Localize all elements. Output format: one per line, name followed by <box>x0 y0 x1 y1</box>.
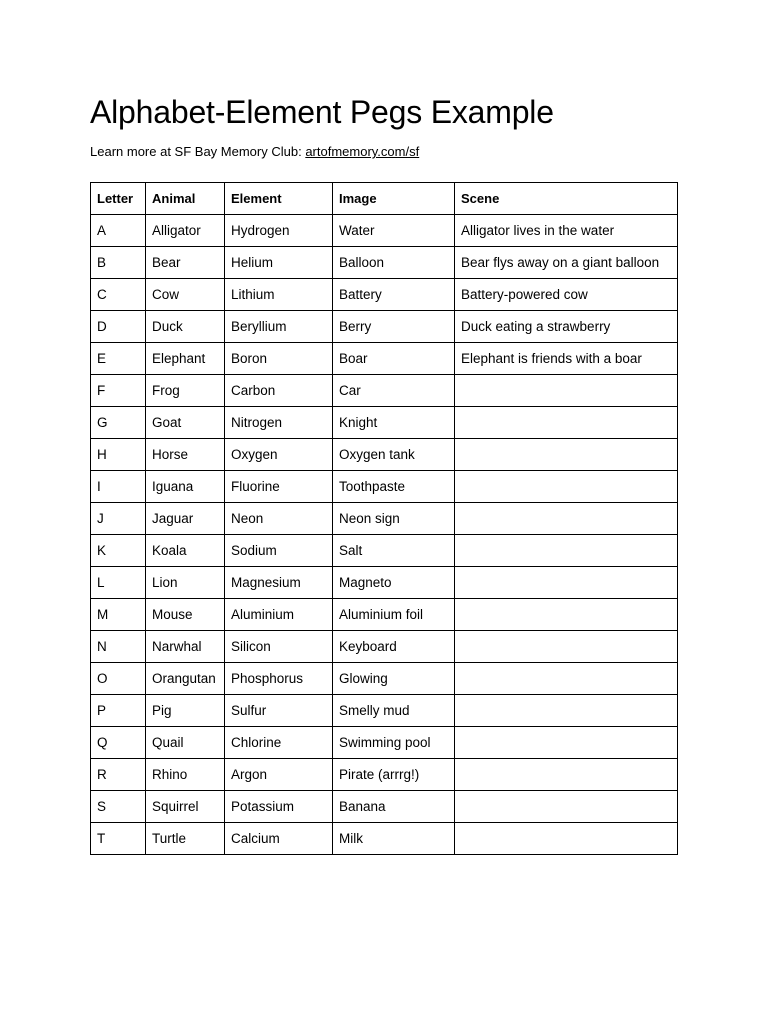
cell-image: Pirate (arrrg!) <box>333 759 455 791</box>
table-row <box>91 279 678 311</box>
cell-image: Milk <box>333 823 455 855</box>
cell-scene <box>455 631 678 663</box>
cell-scene <box>455 407 678 439</box>
cell-letter: G <box>91 407 146 439</box>
table-header-row <box>91 183 678 215</box>
cell-scene <box>455 695 678 727</box>
cell-animal: Goat <box>146 407 225 439</box>
cell-image: Water <box>333 215 455 247</box>
cell-animal: Pig <box>146 695 225 727</box>
cell-animal: Alligator <box>146 215 225 247</box>
header-letter: Letter <box>91 183 146 215</box>
cell-scene <box>455 503 678 535</box>
cell-image: Salt <box>333 535 455 567</box>
cell-image: Keyboard <box>333 631 455 663</box>
cell-letter: N <box>91 631 146 663</box>
cell-scene <box>455 663 678 695</box>
cell-scene: Elephant is friends with a boar <box>455 343 678 375</box>
cell-element: Argon <box>225 759 333 791</box>
cell-scene <box>455 727 678 759</box>
cell-animal: Koala <box>146 535 225 567</box>
cell-letter: T <box>91 823 146 855</box>
cell-element: Boron <box>225 343 333 375</box>
table-row <box>91 343 678 375</box>
cell-animal: Iguana <box>146 471 225 503</box>
cell-image: Boar <box>333 343 455 375</box>
cell-letter: J <box>91 503 146 535</box>
header-scene: Scene <box>455 183 678 215</box>
cell-scene <box>455 439 678 471</box>
cell-letter: S <box>91 791 146 823</box>
table-row <box>91 247 678 279</box>
cell-element: Oxygen <box>225 439 333 471</box>
cell-animal: Horse <box>146 439 225 471</box>
subtitle-prefix: Learn more at SF Bay Memory Club: <box>90 144 306 159</box>
cell-animal: Bear <box>146 247 225 279</box>
table-body <box>91 215 678 855</box>
table-row <box>91 215 678 247</box>
header-element: Element <box>225 183 333 215</box>
cell-scene <box>455 759 678 791</box>
cell-image: Car <box>333 375 455 407</box>
cell-scene <box>455 535 678 567</box>
cell-animal: Duck <box>146 311 225 343</box>
cell-animal: Turtle <box>146 823 225 855</box>
cell-image: Magneto <box>333 567 455 599</box>
cell-animal: Orangutan <box>146 663 225 695</box>
cell-image: Oxygen tank <box>333 439 455 471</box>
pegs-table <box>90 182 678 855</box>
table-row <box>91 823 678 855</box>
cell-image: Neon sign <box>333 503 455 535</box>
cell-letter: A <box>91 215 146 247</box>
cell-element: Calcium <box>225 823 333 855</box>
table-row <box>91 663 678 695</box>
cell-letter: K <box>91 535 146 567</box>
cell-element: Neon <box>225 503 333 535</box>
cell-animal: Rhino <box>146 759 225 791</box>
cell-animal: Mouse <box>146 599 225 631</box>
cell-element: Potassium <box>225 791 333 823</box>
cell-scene <box>455 823 678 855</box>
table-row <box>91 695 678 727</box>
table-row <box>91 439 678 471</box>
cell-image: Aluminium foil <box>333 599 455 631</box>
subtitle <box>90 143 419 161</box>
cell-image: Balloon <box>333 247 455 279</box>
table-row <box>91 407 678 439</box>
table-row <box>91 759 678 791</box>
header-animal: Animal <box>146 183 225 215</box>
cell-animal: Squirrel <box>146 791 225 823</box>
table-row <box>91 471 678 503</box>
cell-element: Magnesium <box>225 567 333 599</box>
cell-image: Smelly mud <box>333 695 455 727</box>
cell-image: Swimming pool <box>333 727 455 759</box>
cell-image: Glowing <box>333 663 455 695</box>
cell-element: Beryllium <box>225 311 333 343</box>
cell-scene: Alligator lives in the water <box>455 215 678 247</box>
table-row <box>91 535 678 567</box>
page-title: Alphabet-Element Pegs Example <box>90 94 554 130</box>
cell-element: Chlorine <box>225 727 333 759</box>
cell-element: Sodium <box>225 535 333 567</box>
cell-image: Battery <box>333 279 455 311</box>
cell-animal: Jaguar <box>146 503 225 535</box>
cell-element: Phosphorus <box>225 663 333 695</box>
cell-element: Carbon <box>225 375 333 407</box>
cell-animal: Cow <box>146 279 225 311</box>
cell-scene: Bear flys away on a giant balloon <box>455 247 678 279</box>
cell-scene: Duck eating a strawberry <box>455 311 678 343</box>
cell-animal: Lion <box>146 567 225 599</box>
cell-letter: P <box>91 695 146 727</box>
table-row <box>91 311 678 343</box>
cell-element: Helium <box>225 247 333 279</box>
table-row <box>91 567 678 599</box>
cell-letter: O <box>91 663 146 695</box>
cell-letter: M <box>91 599 146 631</box>
table-row <box>91 791 678 823</box>
cell-letter: E <box>91 343 146 375</box>
cell-image: Knight <box>333 407 455 439</box>
cell-element: Aluminium <box>225 599 333 631</box>
cell-scene <box>455 567 678 599</box>
cell-letter: R <box>91 759 146 791</box>
cell-scene <box>455 375 678 407</box>
cell-letter: H <box>91 439 146 471</box>
cell-image: Berry <box>333 311 455 343</box>
cell-element: Nitrogen <box>225 407 333 439</box>
cell-letter: I <box>91 471 146 503</box>
cell-animal: Frog <box>146 375 225 407</box>
table-row <box>91 599 678 631</box>
cell-letter: L <box>91 567 146 599</box>
cell-element: Silicon <box>225 631 333 663</box>
club-link[interactable]: artofmemory.com/sf <box>305 144 420 159</box>
cell-animal: Narwhal <box>146 631 225 663</box>
cell-element: Lithium <box>225 279 333 311</box>
cell-letter: F <box>91 375 146 407</box>
cell-scene <box>455 791 678 823</box>
cell-letter: B <box>91 247 146 279</box>
cell-scene: Battery-powered cow <box>455 279 678 311</box>
cell-element: Hydrogen <box>225 215 333 247</box>
cell-element: Sulfur <box>225 695 333 727</box>
table-row <box>91 503 678 535</box>
cell-animal: Elephant <box>146 343 225 375</box>
table-row <box>91 727 678 759</box>
header-image: Image <box>333 183 455 215</box>
cell-animal: Quail <box>146 727 225 759</box>
cell-letter: Q <box>91 727 146 759</box>
table-row <box>91 375 678 407</box>
cell-scene <box>455 471 678 503</box>
cell-letter: D <box>91 311 146 343</box>
table-row <box>91 631 678 663</box>
cell-element: Fluorine <box>225 471 333 503</box>
cell-image: Banana <box>333 791 455 823</box>
cell-scene <box>455 599 678 631</box>
cell-letter: C <box>91 279 146 311</box>
cell-image: Toothpaste <box>333 471 455 503</box>
